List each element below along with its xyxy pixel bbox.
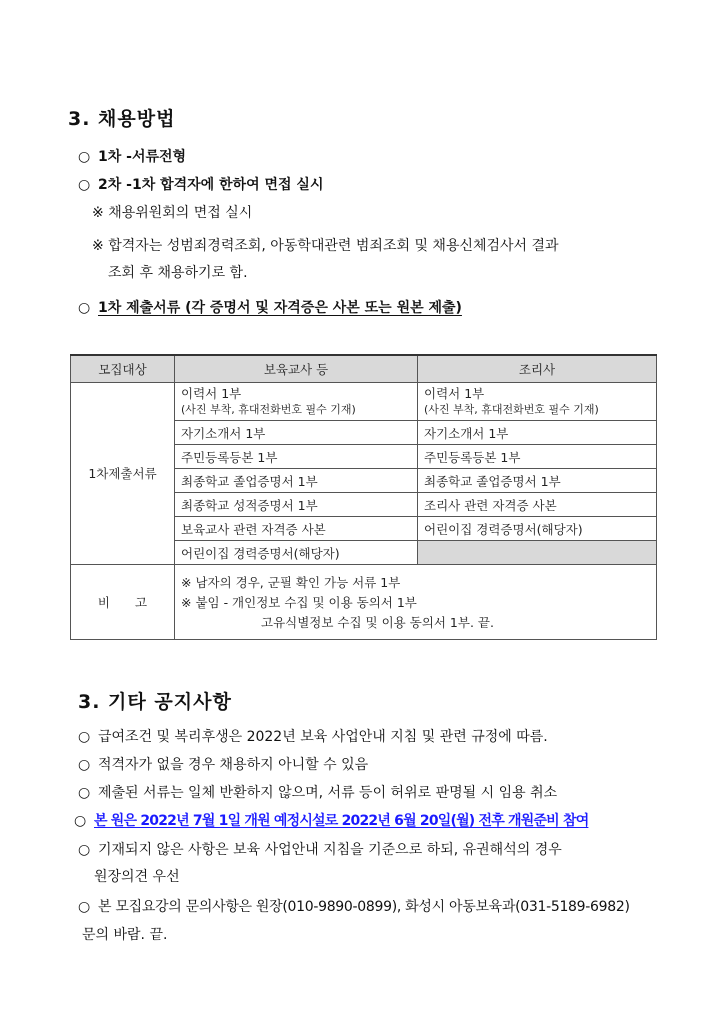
table-cell: 조리사 관련 자격증 사본: [418, 493, 657, 517]
header-recruit-target: 모집대상: [71, 355, 175, 383]
list-item-continuation: 문의 바람. 끝.: [82, 927, 168, 943]
note-item: ※ 합격자는 성범죄경력조회, 아동학대관련 범죄조회 및 채용신체검사서 결과: [92, 238, 559, 254]
table-cell: 주민등록등본 1부: [418, 445, 657, 469]
header-cook: 조리사: [418, 355, 657, 383]
header-teacher: 보육교사 등: [175, 355, 418, 383]
list-item: ○ 기재되지 않은 사항은 보육 사업안내 지침을 기준으로 하되, 유권해석의 경우: [78, 842, 562, 858]
list-item: ○ 본 모집요강의 문의사항은 원장(010-9890-0899), 화성시 아동보육과(031-5189-6982): [78, 899, 630, 915]
table-cell: 주민등록등본 1부: [175, 445, 418, 469]
list-item: ○ 적격자가 없을 경우 채용하지 아니할 수 있음: [78, 757, 369, 773]
note-item: ※ 채용위원회의 면접 실시: [92, 205, 253, 221]
table-cell: 최종학교 졸업증명서 1부: [418, 469, 657, 493]
table-cell: 최종학교 성적증명서 1부: [175, 493, 418, 517]
table-cell: 이력서 1부 (사진 부착, 휴대전화번호 필수 기재): [175, 383, 418, 421]
table-row: [71, 383, 657, 421]
note-item-continuation: 조회 후 채용하기로 함.: [108, 265, 248, 281]
table-cell-empty: [418, 541, 657, 565]
table-cell: 자기소개서 1부: [418, 421, 657, 445]
submission-docs-heading: ○ 1차 제출서류 (각 증명서 및 자격증은 사본 또는 원본 제출): [78, 300, 462, 316]
table-row-remarks: [71, 565, 657, 640]
table-cell: 자기소개서 1부: [175, 421, 418, 445]
list-item-continuation: 원장의견 우선: [94, 869, 180, 885]
submission-docs-table: [70, 354, 657, 640]
section-title-other-notices: 3. 기타 공지사항: [78, 691, 232, 713]
table-cell: 최종학교 졸업증명서 1부: [175, 469, 418, 493]
section-title-hiring-method: 3. 채용방법: [68, 108, 176, 130]
list-item: ○ 2차 -1차 합격자에 한하여 면접 실시: [78, 177, 324, 193]
table-cell: 보육교사 관련 자격증 사본: [175, 517, 418, 541]
table-cell: 어린이집 경력증명서(해당자): [418, 517, 657, 541]
list-item-highlight: ○ 본 원은 2022년 7월 1일 개원 예정시설로 2022년 6월 20일(월) 전후 개원준비 참여: [74, 813, 589, 829]
list-item: ○ 1차 -서류전형: [78, 149, 187, 165]
list-item: ○ 제출된 서류는 일체 반환하지 않으며, 서류 등이 허위로 판명될 시 임용 취소: [78, 785, 558, 801]
remark-label: 비 고: [71, 565, 175, 640]
table-cell: 이력서 1부 (사진 부착, 휴대전화번호 필수 기재): [418, 383, 657, 421]
table-cell: 어린이집 경력증명서(해당자): [175, 541, 418, 565]
list-item: ○ 급여조건 및 복리후생은 2022년 보육 사업안내 지침 및 관련 규정에 따름.: [78, 729, 548, 745]
row-label-first-docs: 1차제출서류: [71, 383, 175, 565]
remark-content: ※ 남자의 경우, 군필 확인 가능 서류 1부 ※ 붙임 - 개인정보 수집 및 이용 동의서 1부 고유식별정보 수집 및 이용 동의서 1부. 끝.: [175, 565, 657, 640]
